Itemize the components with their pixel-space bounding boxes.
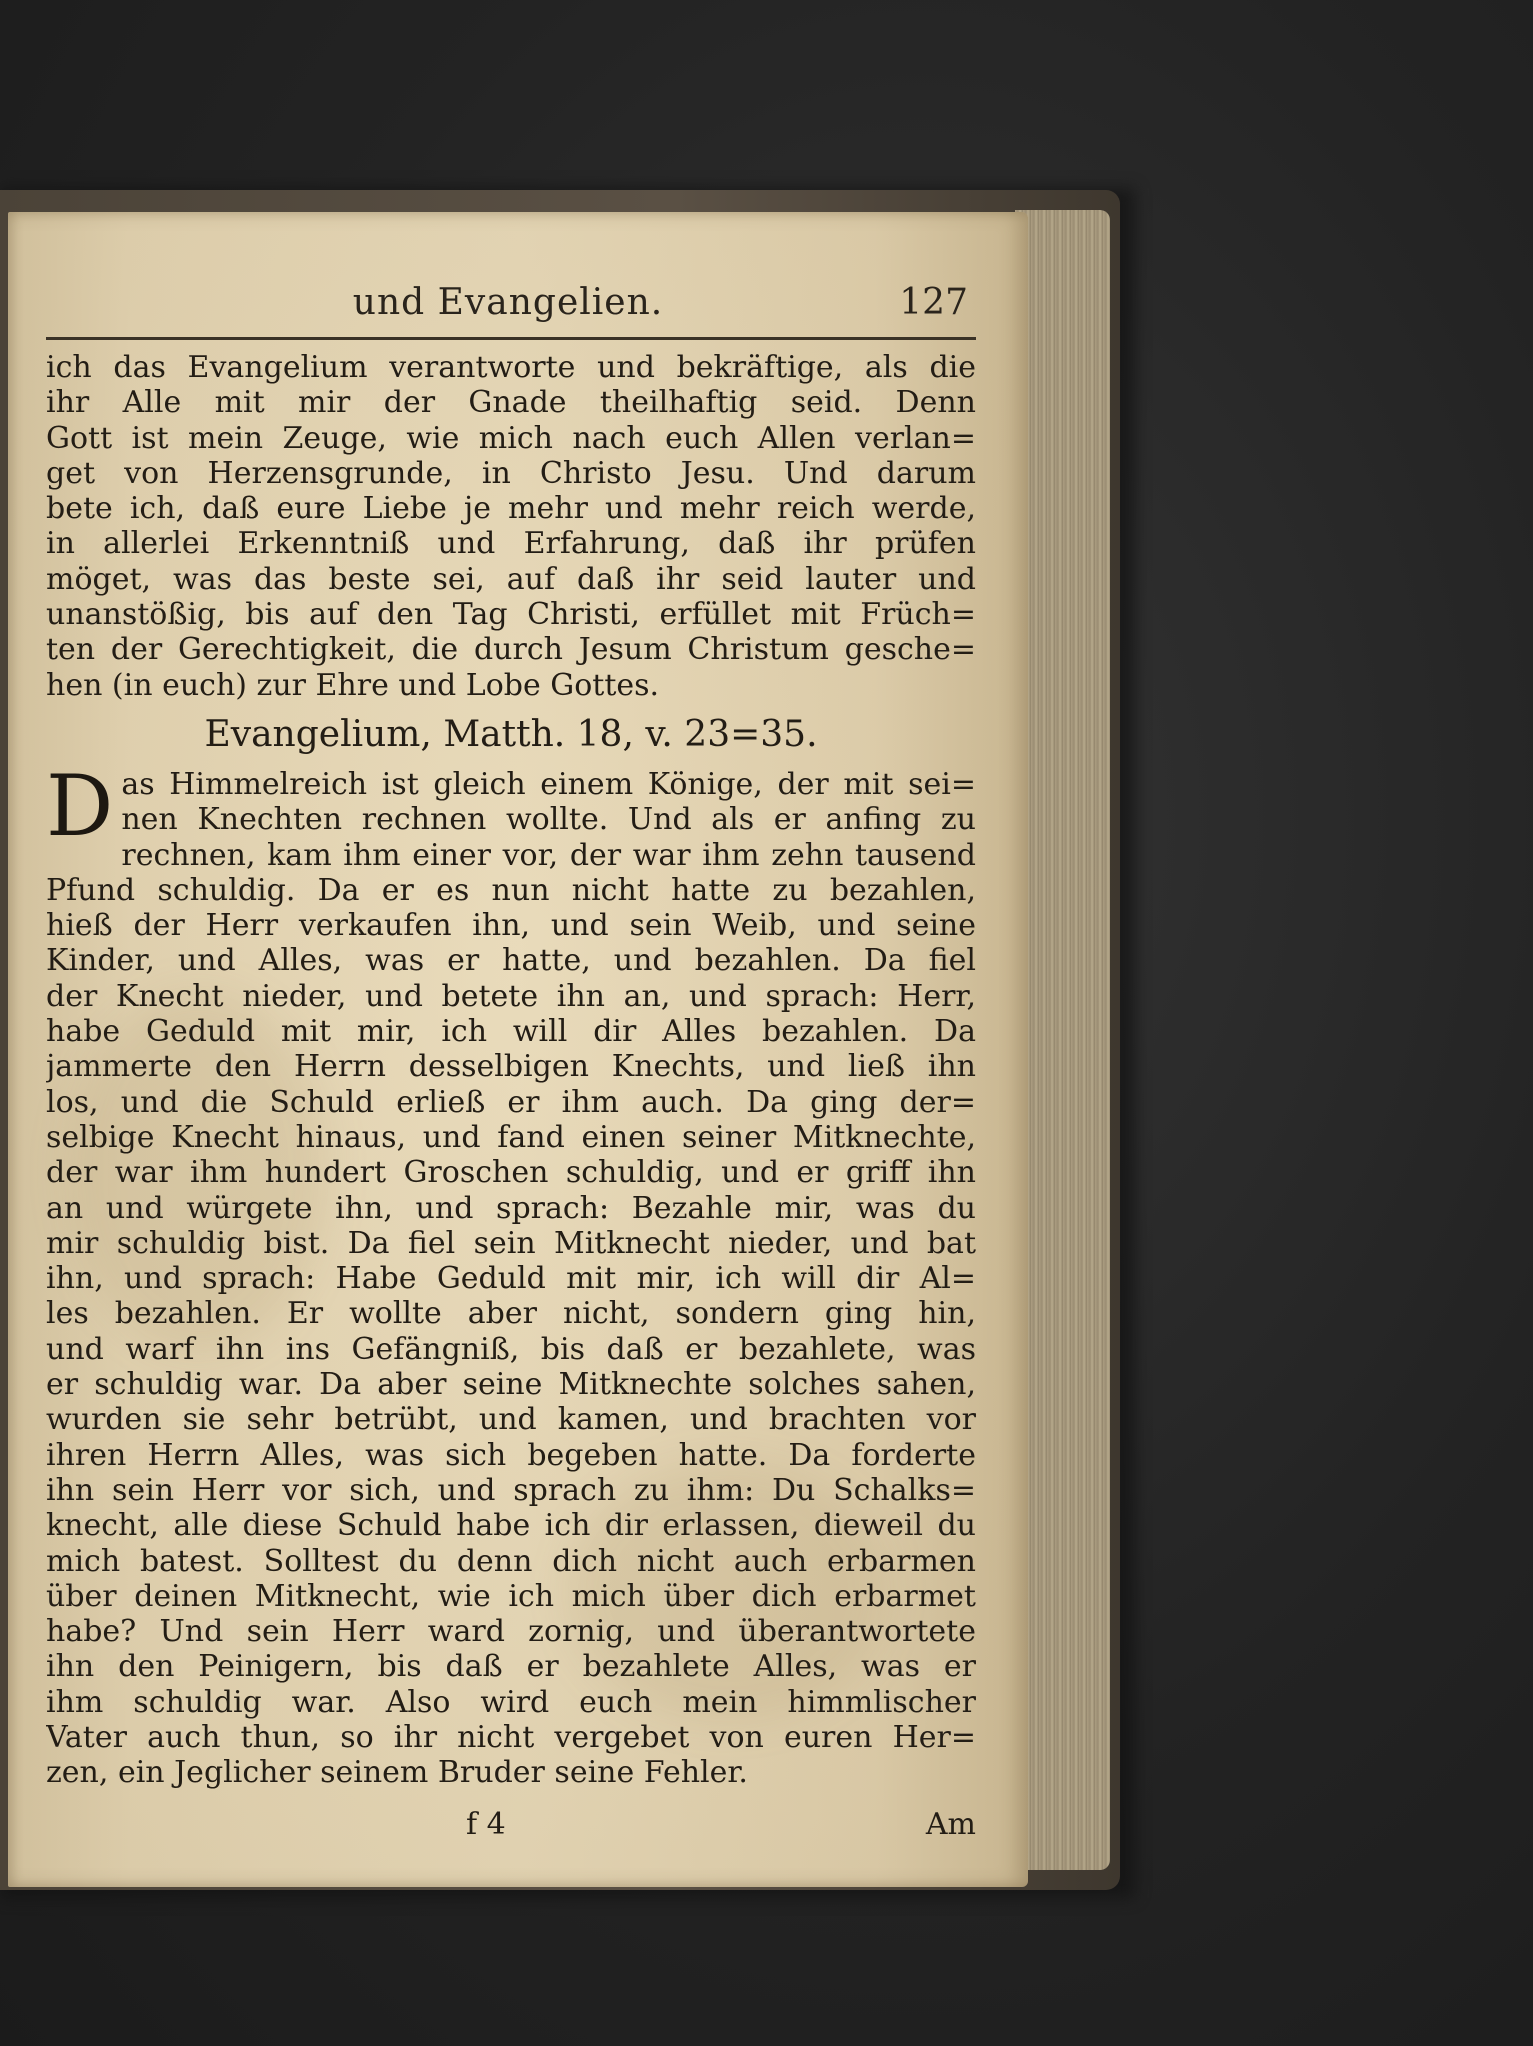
text-line: mir schuldig bist. Da fiel sein Mitknecht nieder, und bat [46,1225,976,1261]
signature-mark: f 4 [466,1807,506,1842]
text-line: Pfund schuldig. Da er es nun nicht hatte zu bezahlen, [46,872,976,908]
drop-cap: D [46,756,114,855]
text-line: as Himmelreich ist gleich einem Könige, der mit sei= [121,766,976,802]
text-line: Kinder, und Alles, was er hatte, und bezahlen. Da fiel [46,943,976,979]
text-line: ihren Herrn Alles, was sich begeben hatte. Da forderte [46,1437,976,1473]
text-line: rechnen, kam ihm einer vor, der war ihm zehn tausend [121,837,976,873]
text-line: ihm schuldig war. Also wird euch mein himmlischer [46,1684,976,1720]
text-line: les bezahlen. Er wollte aber nicht, sondern ging hin, [46,1296,976,1332]
page-footer [46,1807,976,1849]
epistle-ending [46,350,976,703]
text-line: ich das Evangelium verantworte und bekräftige, als die [46,350,976,385]
text-line: selbige Knecht hinaus, und fand einen seiner Mitknechte, [46,1119,976,1155]
text-line: ihn, und sprach: Habe Geduld mit mir, ich will dir Al= [46,1261,976,1297]
text-line: los, und die Schuld erließ er ihm auch. Da ging der= [46,1084,976,1120]
text-line: und warf ihn ins Gefängniß, bis daß er bezahlete, was [46,1331,976,1367]
book-page [8,212,1028,1887]
text-line: nen Knechten rechnen wollte. Und als er anfing zu [121,802,976,838]
text-line: hen (in euch) zur Ehre und Lobe Gottes. [46,667,660,703]
running-title: und Evangelien. [352,282,664,323]
text-line: der war ihm hundert Groschen schuldig, und er griff ihn [46,1155,976,1191]
text-line: zen, ein Jeglicher seinem Bruder seine Fehler. [46,1755,748,1791]
text-line: ihn sein Herr vor sich, und sprach zu ihm: Du Schalks= [46,1472,976,1508]
text-line: jammerte den Herrn desselbigen Knechts, und ließ ihn [46,1049,976,1085]
text-line: bete ich, daß eure Liebe je mehr und mehr reich werde, [46,491,976,527]
text-line: habe Geduld mit mir, ich will dir Alles bezahlen. Da [46,1014,976,1050]
text-line: Vater auch thun, so ihr nicht vergebet von euren Her= [46,1719,976,1755]
text-line: knecht, alle diese Schuld habe ich dir erlassen, dieweil du [46,1508,976,1544]
text-line: ihr Alle mit mir der Gnade theilhaftig seid. Denn [46,385,976,421]
text-line: möget, was das beste sei, auf daß ihr seid lauter und [46,561,976,597]
catchword: Am [925,1807,976,1842]
text-line: unanstößig, bis auf den Tag Christi, erfüllet mit Früch= [46,597,976,633]
text-line: get von Herzensgrunde, in Christo Jesu. Und darum [46,455,976,491]
page-edges [1015,210,1110,1870]
text-line: in allerlei Erkenntniß und Erfahrung, daß ihr prüfen [46,526,976,562]
gospel-text [46,756,976,1791]
text-line: mich batest. Solltest du denn dich nicht auch erbarmen [46,1543,976,1579]
header-rule [46,337,976,340]
text-line: wurden sie sehr betrübt, und kamen, und brachten vor [46,1402,976,1438]
text-line: ihn den Peinigern, bis daß er bezahlete Alles, was er [46,1649,976,1685]
page-number: 127 [899,282,968,323]
text-line: Gott ist mein Zeuge, wie mich nach euch Allen verlan= [46,420,976,456]
running-header [48,282,968,342]
body-text [46,350,976,1791]
text-line: ten der Gerechtigkeit, die durch Jesum Christum gesche= [46,632,976,668]
text-line: hieß der Herr verkaufen ihn, und sein Weib, und seine [46,908,976,944]
text-line: an und würgete ihn, und sprach: Bezahle mir, was du [46,1190,976,1226]
text-line: der Knecht nieder, und betete ihn an, und sprach: Herr, [46,978,976,1014]
text-line: über deinen Mitknecht, wie ich mich über dich erbarmet [46,1578,976,1614]
text-line: habe? Und sein Herr ward zornig, und überantwortete [46,1614,976,1650]
text-line: er schuldig war. Da aber seine Mitknechte solches sahen, [46,1367,976,1403]
gospel-heading: Evangelium, Matth. 18, v. 23=35. [204,713,818,755]
